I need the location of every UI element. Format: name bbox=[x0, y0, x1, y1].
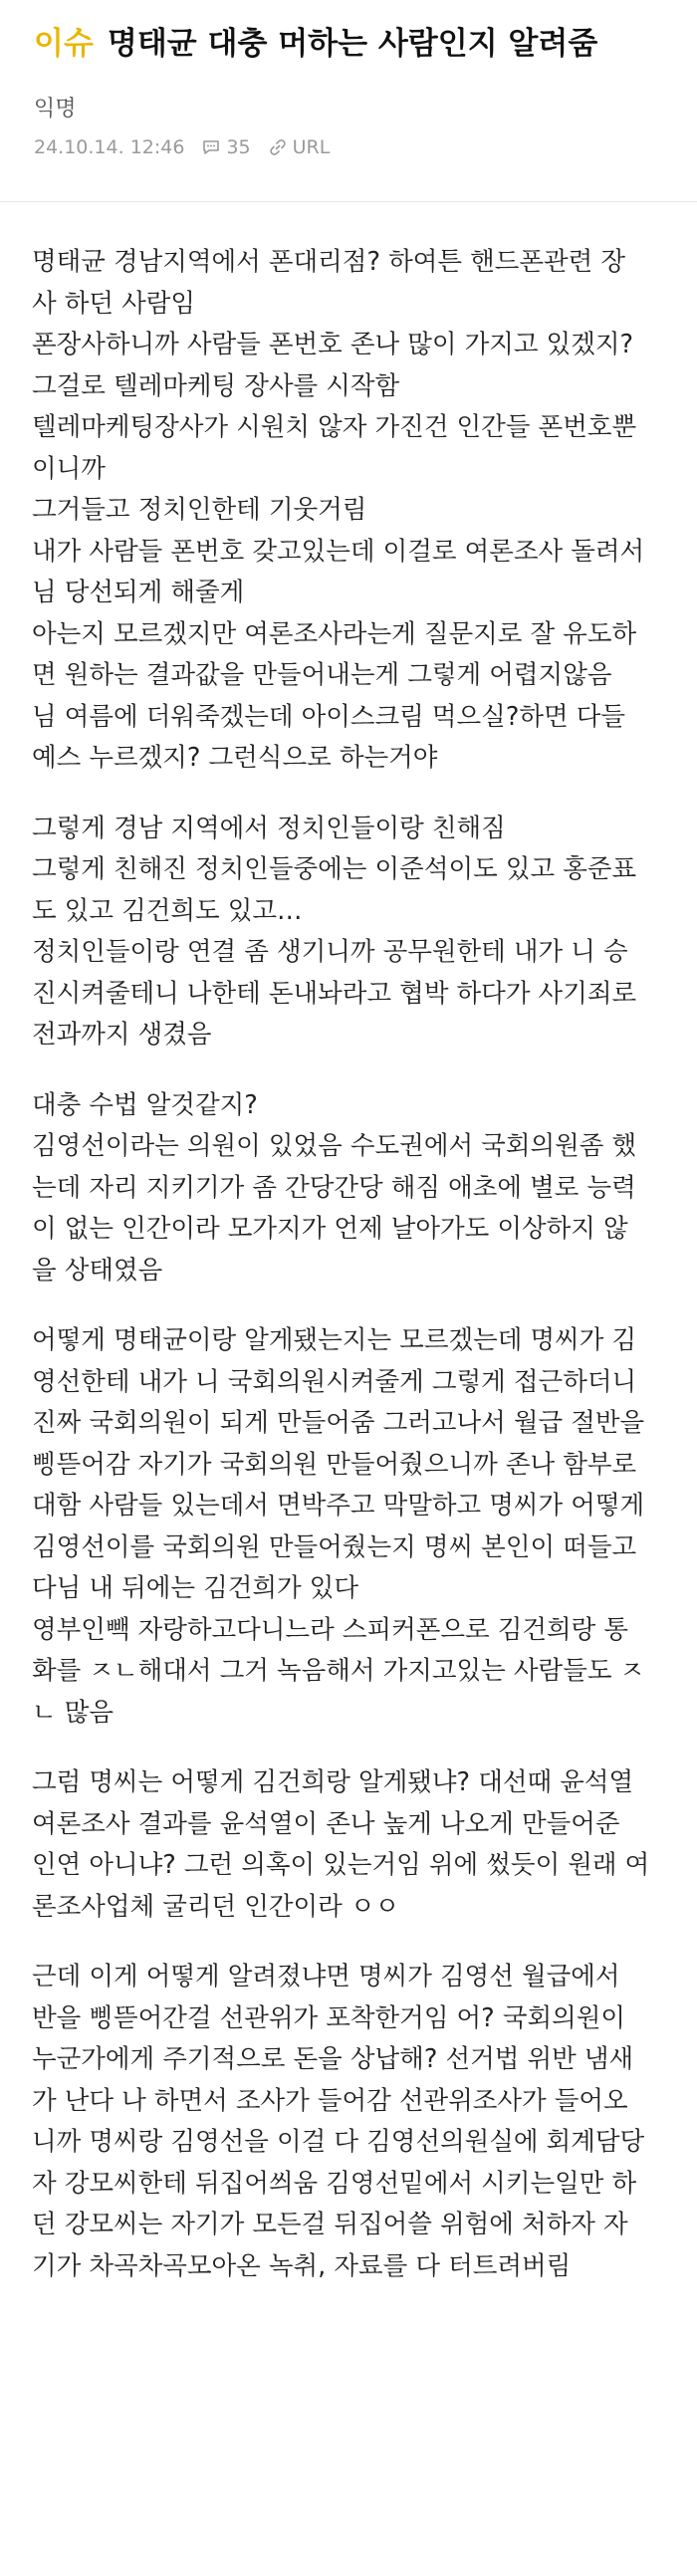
post-text-line: 영선한테 내가 니 국회의원시켜줄게 그렇게 접근하더니 bbox=[32, 1366, 637, 1397]
post-text-line: 다님 내 뒤에는 김건희가 있다 bbox=[32, 1573, 359, 1603]
post-paragraph bbox=[32, 1320, 665, 1734]
post-text-line: 예스 누르겠지? 그런식으로 하는거야 bbox=[32, 743, 438, 773]
post-title: 명태균 대충 머하는 사람인지 알려줌 bbox=[107, 26, 598, 62]
post-header bbox=[0, 0, 697, 159]
post-text-line: 화를 ㅈㄴ해대서 그거 녹음해서 가지고있는 사람들도 ㅈ bbox=[32, 1656, 645, 1686]
post-text-line: 그렇게 친해진 정치인들중에는 이준석이도 있고 홍준표 bbox=[32, 854, 637, 884]
url-label: URL bbox=[292, 136, 331, 158]
comment-count[interactable] bbox=[202, 135, 250, 159]
post-text-line: 대충 수법 알것같지? bbox=[32, 1089, 258, 1120]
post-text-line: 내가 사람들 폰번호 갖고있는데 이걸로 여론조사 돌려서 bbox=[32, 536, 645, 567]
post-text-line: 명태균 경남지역에서 폰대리점? 하여튼 핸드폰관련 장 bbox=[32, 247, 625, 277]
post-text-line: 대함 사람들 있는데서 면박주고 막말하고 명씨가 어떻게 bbox=[32, 1491, 645, 1521]
post-text-line: 전과까지 생겼음 bbox=[32, 1020, 212, 1050]
post-text-line: 을 상태였음 bbox=[32, 1255, 163, 1286]
post-text-line: ㄴ 많음 bbox=[32, 1697, 115, 1728]
post-paragraph bbox=[32, 242, 665, 780]
post-text-line: 도 있고 김건희도 있고… bbox=[32, 895, 303, 926]
post-text-line: 진짜 국회의원이 되게 만들어줌 그러고나서 월급 절반을 bbox=[32, 1408, 645, 1438]
post-text-line: 누군가에게 주기적으로 돈을 상납해? 선거법 위반 냄새 bbox=[32, 2044, 634, 2074]
post-text-line: 그렇게 경남 지역에서 정치인들이랑 친해짐 bbox=[32, 813, 506, 843]
post-text-line: 그걸로 텔레마케팅 장사를 시작함 bbox=[32, 370, 400, 401]
post-text-line: 사 하던 사람임 bbox=[32, 288, 196, 319]
post-text-line: 정치인들이랑 연결 좀 생기니까 공무원한테 내가 니 승 bbox=[32, 937, 628, 967]
post-text-line: 영부인빽 자랑하고다니느라 스피커폰으로 김건희랑 통 bbox=[32, 1614, 628, 1645]
url-copy-button[interactable] bbox=[269, 135, 331, 159]
post-text-line: 님 당선되게 해줄게 bbox=[32, 578, 245, 607]
post-text-line: 반을 삥뜯어간걸 선관위가 포착한거임 어? 국회의원이 bbox=[32, 2002, 625, 2033]
post-text-line: 김영선이를 국회의원 만들어줬는지 명씨 본인이 떠들고 bbox=[32, 1531, 637, 1562]
post-text-line: 어떻게 명태균이랑 알게됐는지는 모르겠는데 명씨가 김 bbox=[32, 1325, 637, 1355]
post-paragraph bbox=[32, 1085, 665, 1292]
post-text-line: 는데 자리 지키기가 좀 간당간당 해짐 애초에 별로 능력 bbox=[32, 1172, 636, 1203]
post-body bbox=[0, 202, 697, 2287]
post-text-line: 던 강모씨는 자기가 모든걸 뒤집어쓸 위험에 처하자 자 bbox=[32, 2210, 628, 2239]
post-meta bbox=[34, 135, 663, 159]
post-text-line: 기가 차곡차곡모아온 녹취, 자료를 다 터트려버림 bbox=[32, 2250, 572, 2281]
post-text-line: 이 없는 인간이라 모가지가 언제 날아가도 이상하지 않 bbox=[32, 1214, 628, 1244]
post-text-line: 텔레마케팅장사가 시원치 않자 가진건 인간들 폰번호뿐 bbox=[32, 412, 637, 442]
post-date: 24.10.14. 12:46 bbox=[34, 136, 185, 158]
author-name: 익명 bbox=[34, 97, 77, 121]
comment-count-value: 35 bbox=[226, 136, 251, 158]
post-text-line: 아는지 모르겠지만 여론조사라는게 질문지로 잘 유도하 bbox=[32, 618, 637, 649]
post-text-line: 그럼 명씨는 어떻게 김건희랑 알게됐냐? 대선때 윤석열 bbox=[32, 1767, 634, 1797]
link-icon bbox=[269, 138, 287, 156]
post-text-line: 이니까 bbox=[32, 453, 106, 484]
post-title-row bbox=[34, 22, 663, 66]
post-text-line: 김영선이라는 의원이 있었음 수도권에서 국회의원좀 했 bbox=[32, 1131, 637, 1161]
post-text-line: 론조사업체 굴리던 인간이라 ㅇㅇ bbox=[32, 1891, 400, 1922]
post-text-line: 님 여름에 더워죽겠는데 아이스크림 먹으실?하면 다들 bbox=[32, 701, 625, 732]
post-text-line: 삥뜯어감 자기가 국회의원 만들어줬으니까 존나 함부로 bbox=[32, 1449, 637, 1480]
post-text-line: 그거들고 정치인한테 기웃거림 bbox=[32, 495, 367, 525]
post-text-line: 니까 명씨랑 김영선을 이걸 다 김영선의원실에 회계담당 bbox=[32, 2127, 645, 2157]
comment-icon bbox=[202, 139, 220, 155]
post-text-line: 진시켜줄테니 나한테 돈내놔라고 협박 하다가 사기죄로 bbox=[32, 978, 637, 1009]
post-text-line: 근데 이게 어떻게 알려졌냐면 명씨가 김영선 월급에서 bbox=[32, 1962, 620, 1991]
post-text-line: 인연 아니냐? 그런 의혹이 있는거임 위에 썼듯이 원래 여 bbox=[32, 1850, 650, 1880]
post-text-line: 가 난다 나 하면서 조사가 들어감 선관위조사가 들어오 bbox=[32, 2085, 628, 2116]
post-text-line: 여론조사 결과를 윤석열이 존나 높게 나오게 만들어준 bbox=[32, 1808, 620, 1839]
category-label[interactable]: 이슈 bbox=[34, 26, 94, 62]
post-text-line: 자 강모씨한테 뒤집어씌움 김영선밑에서 시키는일만 하 bbox=[32, 2168, 637, 2199]
post-paragraph bbox=[32, 1762, 665, 1928]
post-paragraph bbox=[32, 1957, 665, 2287]
post-text-line: 면 원하는 결과값을 만들어내는게 그렇게 어렵지않음 bbox=[32, 660, 612, 690]
post-text-line: 폰장사하니까 사람들 폰번호 존나 많이 가지고 있겠지? bbox=[32, 330, 634, 359]
post-paragraph bbox=[32, 809, 665, 1056]
